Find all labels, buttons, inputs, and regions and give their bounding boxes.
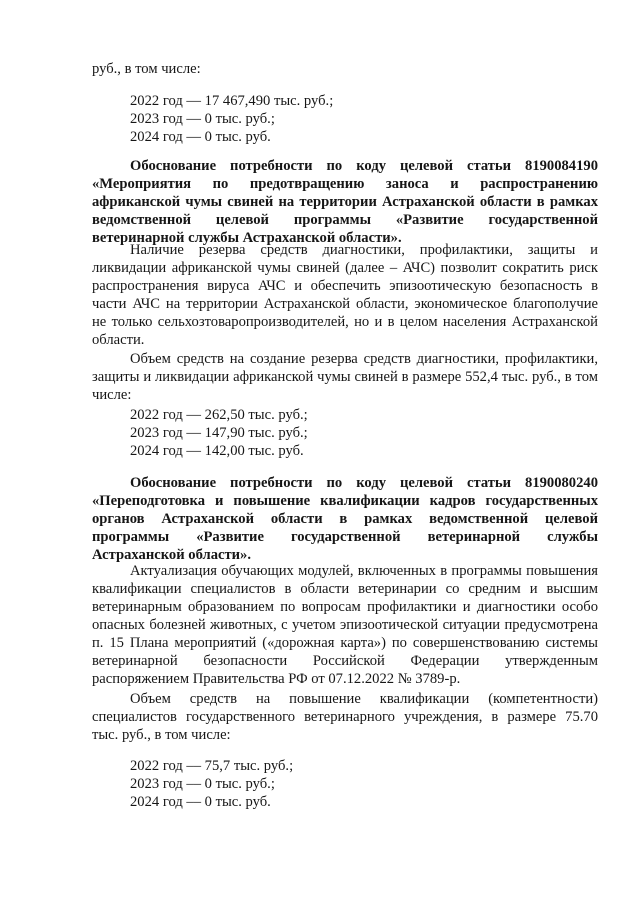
paragraph-line: ветеринарной безопасности Российской Федерации утвержденным [92,653,598,669]
funding-list-item: 2023 год — 147,90 тыс. руб.; [130,425,308,441]
section-heading-line: «Переподготовка и повышение квалификации кадров государственных [92,493,598,509]
paragraph-line: распоряжением Правительства РФ от 07.12.2022 № 3789-р. [92,671,461,687]
section-heading-line: органов Астраханской области в рамках ведомственной целевой [92,511,598,527]
paragraph-line: части АЧС на территории Астраханской области, экономическое благополучие [92,296,598,312]
continuation-line: руб., в том числе: [92,61,201,77]
paragraph-line: ликвидации африканской чумы свиней (далее – АЧС) позволит сократить риск [92,260,598,276]
paragraph-line: распространения вируса АЧС и обеспечить эпизоотическую безопасность в [92,278,598,294]
paragraph-line: числе: [92,387,132,403]
paragraph-line: области. [92,332,145,348]
paragraph-line: опасных болезней животных, с учетом эпизоотической ситуации предусмотрена [92,617,598,633]
section-heading-line: Обоснование потребности по коду целевой статьи 8190084190 [130,158,598,174]
section-heading-line: ведомственной целевой программы «Развитие государственной [92,212,598,228]
paragraph-line: п. 15 Плана мероприятий («дорожная карта») по совершенствованию системы [92,635,598,651]
paragraph-line: тыс. руб., в том числе: [92,727,231,743]
funding-list-item: 2022 год — 17 467,490 тыс. руб.; [130,93,334,109]
paragraph-line: специалистов государственного ветеринарного учреждения, в размере 75.70 [92,709,598,725]
paragraph-line: Наличие резерва средств диагностики, профилактики, защиты и [130,242,598,258]
paragraph-line: ветеринарным образованием по вопросам профилактики и диагностики особо [92,599,598,615]
funding-list-item: 2022 год –– 75,7 тыс. руб.; [130,758,294,774]
section-heading-line: «Мероприятия по предотвращению заноса и распространению [92,176,598,192]
paragraph-line: Актуализация обучающих модулей, включенных в программы повышения [130,563,598,579]
funding-list-item: 2024 год — 142,00 тыс. руб. [130,443,304,459]
paragraph-line: Объем средств на повышение квалификации (компетентности) [130,691,598,707]
section-heading-line: Астраханской области». [92,547,251,563]
section-heading-line: программы «Развитие государственной ветеринарной службы [92,529,598,545]
funding-list-item: 2022 год — 262,50 тыс. руб.; [130,407,308,423]
section-heading-line: Обоснование потребности по коду целевой статьи 8190080240 [130,475,598,491]
paragraph-line: квалификации специалистов в области ветеринарии со средним и высшим [92,581,598,597]
funding-list-item: 2023 год –– 0 тыс. руб.; [130,776,275,792]
paragraph-line: не только сельхозтоваропроизводителей, но и в целом населения Астраханской [92,314,598,330]
funding-list-item: 2024 год –– 0 тыс. руб. [130,794,271,810]
paragraph-line: защиты и ликвидации африканской чумы свиней в размере 552,4 тыс. руб., в том [92,369,598,385]
funding-list-item: 2023 год — 0 тыс. руб.; [130,111,275,127]
section-heading-line: африканской чумы свиней на территории Астраханской области в рамках [92,194,598,210]
section-heading-line: ветеринарной службы Астраханской области». [92,230,402,246]
paragraph-line: Объем средств на создание резерва средств диагностики, профилактики, [130,351,598,367]
funding-list-item: 2024 год — 0 тыс. руб. [130,129,271,145]
